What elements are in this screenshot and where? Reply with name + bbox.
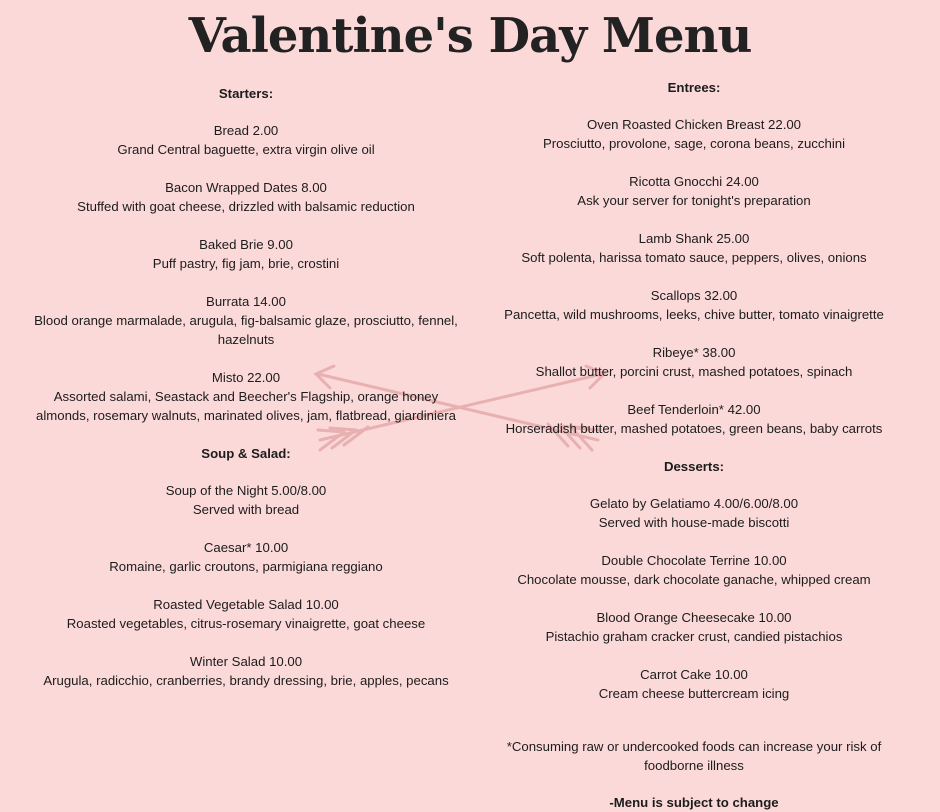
- menu-item: [478, 400, 910, 438]
- menu-item: [478, 494, 910, 532]
- item-name: Beef Tenderloin* 42.00: [627, 402, 761, 417]
- item-description: Pistachio graham cracker crust, candied pistachios: [545, 629, 843, 644]
- item-name: Ricotta Gnocchi 24.00: [629, 174, 759, 189]
- item-description: Served with house-made biscotti: [598, 515, 790, 530]
- menu-item: [478, 551, 910, 589]
- item-description: Pancetta, wild mushrooms, leeks, chive butter, tomato vinaigrette: [504, 307, 884, 322]
- item-name: Blood Orange Cheesecake 10.00: [596, 610, 792, 625]
- item-name: Soup of the Night 5.00/8.00: [165, 483, 327, 498]
- item-name: Oven Roasted Chicken Breast 22.00: [586, 117, 802, 132]
- item-name: Bread 2.00: [213, 123, 279, 138]
- menu-item: [30, 368, 462, 425]
- menu-item: [478, 665, 910, 703]
- item-name: Gelato by Gelatiamo 4.00/6.00/8.00: [589, 496, 799, 511]
- soup-salad-heading: Soup & Salad:: [201, 446, 291, 461]
- item-name: Misto 22.00: [211, 370, 281, 385]
- entrees-heading: Entrees:: [667, 80, 721, 95]
- item-name: Caesar* 10.00: [203, 540, 289, 555]
- menu-item: [30, 595, 462, 633]
- item-description: Assorted salami, Seastack and Beecher's Flagship, orange honey almonds, rosemary walnuts, marinated olives, jam, flatbread, giardiniera: [36, 389, 456, 423]
- starters-heading: Starters:: [218, 86, 274, 101]
- menu-change-notice: -Menu is subject to change: [609, 795, 779, 810]
- menu-item: [478, 286, 910, 324]
- item-name: Carrot Cake 10.00: [640, 667, 748, 682]
- item-name: Ribeye* 38.00: [652, 345, 736, 360]
- item-description: Shallot butter, porcini crust, mashed potatoes, spinach: [535, 364, 853, 379]
- menu-item: [30, 481, 462, 519]
- desserts-heading: Desserts:: [663, 459, 725, 474]
- item-name: Lamb Shank 25.00: [638, 231, 750, 246]
- right-column: [478, 78, 910, 812]
- menu-item: [30, 538, 462, 576]
- menu-item: [30, 652, 462, 690]
- item-description: Stuffed with goat cheese, drizzled with balsamic reduction: [77, 199, 415, 214]
- menu-item: [478, 172, 910, 210]
- item-name: Double Chocolate Terrine 10.00: [601, 553, 787, 568]
- item-description: Served with bread: [192, 502, 300, 517]
- menu-item: [478, 343, 910, 381]
- item-description: Chocolate mousse, dark chocolate ganache, whipped cream: [517, 572, 871, 587]
- item-description: Cream cheese buttercream icing: [598, 686, 790, 701]
- menu-item: [478, 608, 910, 646]
- item-description: Horseradish butter, mashed potatoes, green beans, baby carrots: [505, 421, 883, 436]
- item-description: Grand Central baguette, extra virgin olive oil: [117, 142, 375, 157]
- menu-item: [30, 235, 462, 273]
- item-description: Prosciutto, provolone, sage, corona beans, zucchini: [542, 136, 846, 151]
- menu-item: [478, 229, 910, 267]
- menu-item: [30, 292, 462, 349]
- item-description: Roasted vegetables, citrus-rosemary vinaigrette, goat cheese: [66, 616, 426, 631]
- item-description: Puff pastry, fig jam, brie, crostini: [152, 256, 340, 271]
- menu-item: [30, 178, 462, 216]
- raw-food-disclaimer: *Consuming raw or undercooked foods can increase your risk of foodborne illness: [506, 739, 882, 773]
- item-name: Roasted Vegetable Salad 10.00: [153, 597, 339, 612]
- item-name: Burrata 14.00: [206, 294, 286, 309]
- left-column: [30, 84, 462, 709]
- menu-item: [30, 121, 462, 159]
- item-description: Romaine, garlic croutons, parmigiana reggiano: [109, 559, 383, 574]
- item-description: Soft polenta, harissa tomato sauce, peppers, olives, onions: [521, 250, 867, 265]
- menu-title: Valentine's Day Menu: [188, 8, 752, 64]
- item-description: Ask your server for tonight's preparation: [577, 193, 811, 208]
- item-name: Winter Salad 10.00: [189, 654, 303, 669]
- item-description: Arugula, radicchio, cranberries, brandy dressing, brie, apples, pecans: [43, 673, 449, 688]
- item-name: Baked Brie 9.00: [199, 237, 293, 252]
- item-name: Scallops 32.00: [650, 288, 738, 303]
- menu-item: [478, 115, 910, 153]
- item-description: Blood orange marmalade, arugula, fig-balsamic glaze, prosciutto, fennel, hazelnuts: [34, 313, 458, 347]
- item-name: Bacon Wrapped Dates 8.00: [165, 180, 327, 195]
